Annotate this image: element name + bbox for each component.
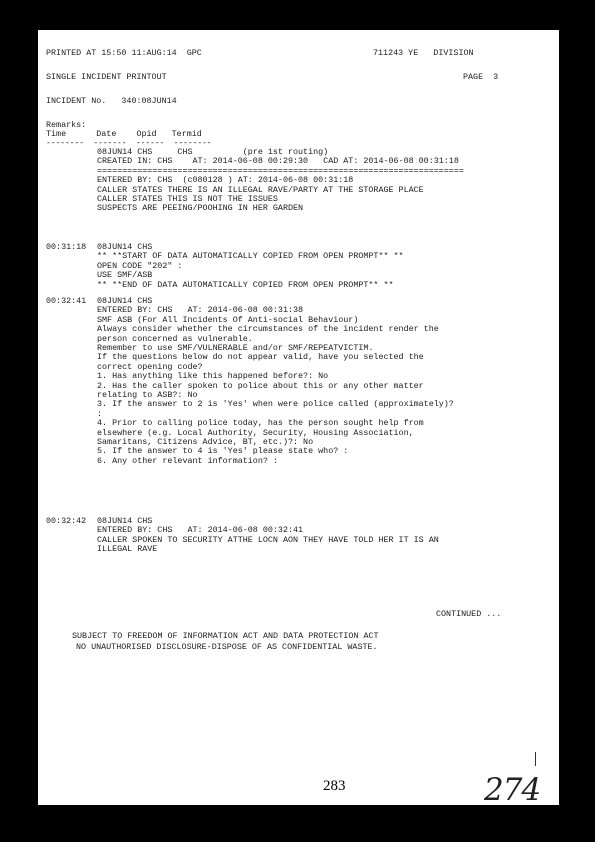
foi-notice: SUBJECT TO FREEDOM OF INFORMATION ACT AND DATA PROTECTION ACT [72,631,379,641]
entry-line: Always consider whether the circumstances of the incident render the [97,324,439,335]
entry-line: If the questions below do not appear valid, have you selected the [97,352,424,363]
entry-line: 3. If the answer to 2 is 'Yes' when were police called (approximately)? [97,399,454,410]
remarks-columns: Time Date Opid Termid [46,129,202,139]
entry-line: 08JUN14 CHS CHS (pre 1st routing) [97,147,329,157]
page-number: 283 [323,778,346,794]
entry-line: correct opening code? [97,361,203,372]
entry-line: CALLER STATES THERE IS AN ILLEGAL RAVE/PARTY AT THE STORAGE PLACE [97,184,424,195]
entry-line: ** **START OF DATA AUTOMATICALLY COPIED FROM OPEN PROMPT** ** [97,251,404,262]
entry-line: SMF ASB (For All Incidents Of Anti-social Behaviour) [97,314,359,325]
handwritten-mark [535,752,536,766]
entry-line: USE SMF/ASB [97,270,153,281]
handwritten-page-number: 274 [484,772,541,805]
entry-line: ENTERED BY: CHS AT: 2014-06-08 00:32:41 [97,525,304,536]
entry-line: elsewhere (e.g. Local Authority, Security, Housing Association, [97,427,414,438]
entry-time: 00:31:18 [46,242,87,252]
entry-line: CALLER SPOKEN TO SECURITY ATTHE LOCN AON THEY HAVE TOLD HER IT IS AN [97,534,439,545]
entry-line: ========================================================================= [97,165,464,176]
entry-line: : [97,408,103,419]
entry-time: 00:32:41 [46,296,87,306]
entry-line: Samaritans, Citizens Advice, BT, etc.)?: No [97,437,314,447]
entry-line: CALLER STATES THIS IS NOT THE ISSUES [97,194,278,204]
continued-label: CONTINUED ... [436,609,502,619]
printed-at-line: PRINTED AT 15:50 11:AUG:14 GPC [46,48,202,58]
entry-line: CREATED IN: CHS AT: 2014-06-08 00:29:30 CAD AT: 2014-06-08 00:31:18 [97,156,459,167]
entry-line: 08JUN14 CHS [97,516,153,526]
entry-line: 6. Any other relevant information? : [97,455,278,466]
entry-line: 4. Prior to calling police today, has the person sought help from [97,418,424,429]
entry-line: 2. Has the caller spoken to police about this or any other matter [97,380,424,391]
entry-line: 1. Has anything like this happened before?: No [97,371,329,382]
entry-line: ** **END OF DATA AUTOMATICALLY COPIED FROM OPEN PROMPT** ** [97,279,394,290]
entry-line: ENTERED BY: CHS (c080128 ) AT: 2014-06-08 00:31:18 [97,175,354,186]
entry-line: OPEN CODE "202" : [97,260,183,271]
entry-line: 08JUN14 CHS [97,296,153,306]
division-line: 711243 YE DIVISION [373,48,474,58]
entry-line: 5. If the answer to 4 is 'Yes' please state who? : [97,446,349,457]
remarks-label: Remarks: [46,120,87,130]
entry-line: 08JUN14 CHS [97,242,153,252]
entry-line: SUSPECTS ARE PEEING/POOHING IN HER GARDEN [97,203,304,214]
page-label: PAGE 3 [463,72,499,82]
printout-title: SINGLE INCIDENT PRINTOUT [46,72,167,82]
document-page [38,30,559,805]
incident-number: INCIDENT No. 340:08JUN14 [46,96,177,106]
entry-line: ENTERED BY: CHS AT: 2014-06-08 00:31:38 [97,305,304,316]
entry-line: ILLEGAL RAVE [97,544,158,555]
entry-line: person concerned as vulnerable. [97,333,253,344]
disclosure-notice: NO UNAUTHORISED DISCLOSURE-DISPOSE OF AS CONFIDENTIAL WASTE. [76,642,378,652]
remarks-rule: -------- ------- ------ -------- [46,138,212,148]
entry-line: relating to ASB?: No [97,390,198,400]
entry-line: Remember to use SMF/VULNERABLE and/or SMF/REPEATVICTIM. [97,343,374,353]
entry-time: 00:32:42 [46,516,87,526]
